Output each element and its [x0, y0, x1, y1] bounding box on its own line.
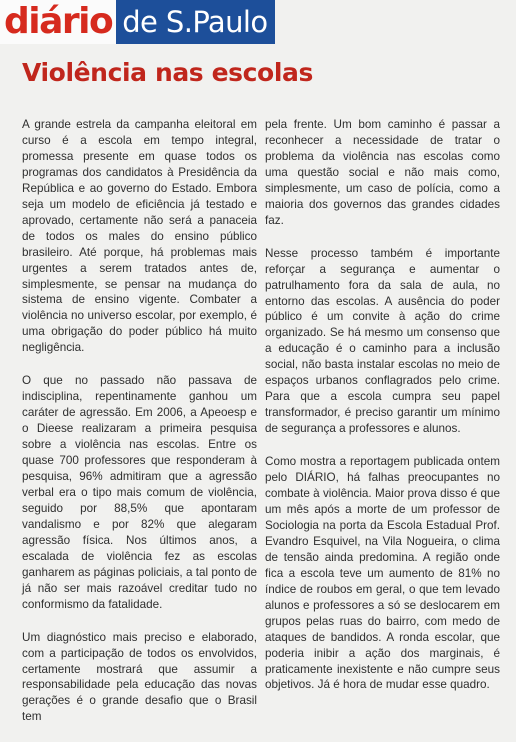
- masthead-diario-logo: diário: [0, 0, 116, 44]
- masthead-sao-paulo-logo: de S.Paulo: [116, 0, 275, 44]
- paragraph: Como mostra a reportagem publicada ontem pelo DIÁRIO, há falhas preocupantes no combate à violência. Maior prova disso é que um mês após a morte de um professor de Sociologia na porta da Escola Estadual Prof. Evandro Esquivel, na Vila Nogueira, o clima de tensão ainda predomina. A região onde fica a escola teve um aumento de 81% no índice de roubos em geral, o que tem levado alunos e professores a só se deslocarem em grupos pelas ruas do bairro, com medo de ataques de bandidos. A ronda escolar, que poderia inibir a ação dos marginais, é praticamente inexistente e não cumpre seus objetivos. Já é hora de mudar esse quadro.: [265, 455, 500, 692]
- article-column-left: [22, 117, 257, 742]
- paragraph: A grande estrela da campanha eleitoral em curso é a escola em tempo integral, promessa presente em quase todos os programas dos candidatos à Presidência da República e ao governo do Estado. Embora seja um modelo de eficiência já testado e aprovado, certamente não será a panaceia de todos os males do ensino público brasileiro. Até porque, há problemas mais urgentes a serem tratados antes de, simplesmente, se pensar na mudança do sistema de ensino vigente. Combater a violência no universo escolar, por exemplo, é uma obrigação do poder público há muito negligência.: [22, 118, 257, 355]
- newspaper-masthead: [0, 0, 275, 44]
- paragraph: pela frente. Um bom caminho é passar a reconhecer a necessidade de tratar o problema da violência nas escolas como uma questão social e não mais como, simplesmente, um caso de polícia, como a maioria dos governos das grandes cidades faz.: [265, 118, 500, 227]
- article-title: Violência nas escolas: [22, 58, 313, 87]
- article-column-right: [265, 117, 500, 710]
- paragraph: O que no passado não passava de indisciplina, repentinamente ganhou um caráter de agressão. Em 2006, a Apeoesp e o Dieese realizaram a primeira pesquisa sobre a violência nas escolas. Entre os quase 700 professores que responderam à pesquisa, 96% admitiram que a agressão verbal era o tipo mais comum de violência, seguido por 88,5% que apontaram vandalismo e por 82% que alegaram agressão física. Nos últimos anos, a escalada de violência fez as escolas ganharem as páginas policiais, a tal ponto de já não ser mais razoável creditar tudo no conformismo da fatalidade.: [22, 374, 257, 611]
- paragraph: Nesse processo também é importante reforçar a segurança e aumentar o patrulhamento fora da sala de aula, no entorno das escolas. A ausência do poder público é um convite à ação do crime organizado. Se há mesmo um consenso que a educação é o caminho para a inclusão social, não basta instalar escolas no meio de espaços urbanos conflagrados pelo crime. Para que a escola cumpra seu papel transformador, é preciso garantir um mínimo de segurança a professores e alunos.: [265, 246, 500, 436]
- paragraph: Um diagnóstico mais preciso e elaborado, com a participação de todos os envolvidos, certamente mostrará que assumir a responsabilidade pela educação das novas gerações é o grande desafio que o Brasil tem: [22, 630, 257, 724]
